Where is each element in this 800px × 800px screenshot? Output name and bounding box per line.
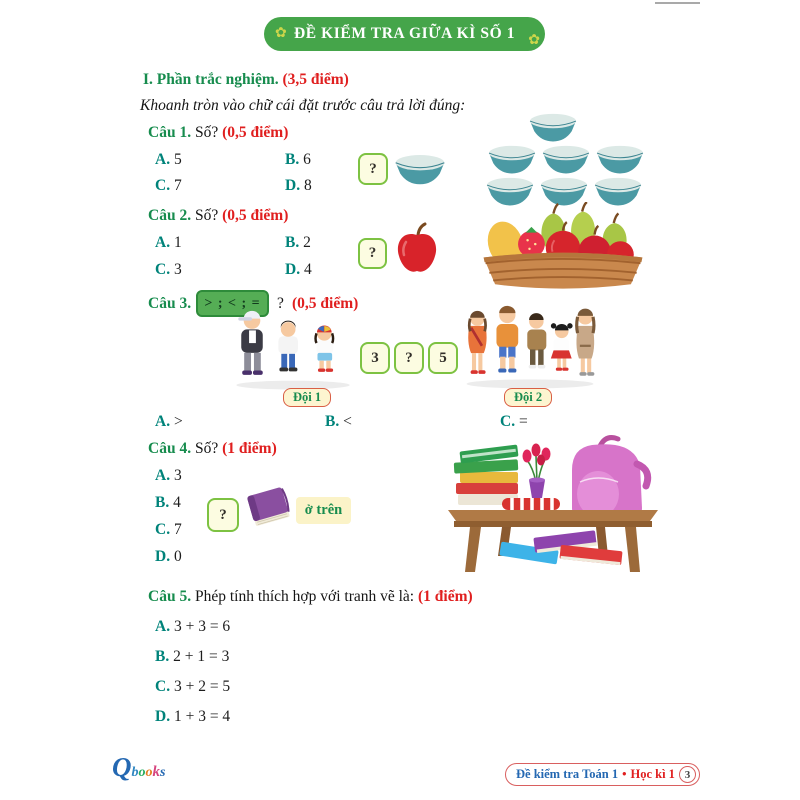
bowl-icon — [594, 142, 646, 176]
q3-option-c: C. = — [500, 413, 528, 430]
bowl-icon — [393, 150, 447, 188]
flower-icon: ✿ — [528, 33, 540, 48]
team1-label: Đội 1 — [283, 388, 331, 407]
team1-kids-illustration — [225, 304, 365, 390]
section-title: I. Phần trắc nghiệm. (3,5 điểm) — [143, 71, 349, 88]
q4-header: Câu 4. Số? (1 điểm) — [148, 440, 277, 457]
team2-label: Đội 2 — [504, 388, 552, 407]
striped-cushion — [502, 498, 560, 510]
q3-compare-right: 5 — [428, 342, 458, 374]
header-banner — [264, 17, 545, 51]
backpack — [572, 438, 648, 519]
apple-icon — [392, 222, 442, 276]
kid — [527, 313, 546, 368]
q5-option-d: D. 1 + 3 = 4 — [155, 708, 231, 725]
q3-option-a: A. > — [155, 413, 183, 430]
q4-option-d: D. 0 — [155, 548, 182, 565]
q1-option-a: A. 5 — [155, 151, 182, 168]
q3-compare-left: 3 — [360, 342, 390, 374]
footer-badge — [505, 763, 700, 786]
flower-vase — [523, 444, 551, 499]
kid — [278, 321, 298, 372]
publisher-logo: Qbooks — [112, 752, 166, 782]
q3-qmark: ? — [277, 295, 284, 312]
q2-option-a: A. 1 — [155, 234, 182, 251]
fruit-basket-illustration — [472, 202, 654, 290]
page-number: 3 — [679, 766, 696, 783]
bowl-icon — [540, 142, 592, 176]
q3-option-b: B. < — [325, 413, 352, 430]
kid — [551, 323, 573, 371]
page-edge-line — [655, 2, 700, 4]
bowl-icon — [527, 110, 579, 144]
q5-option-a: A. 3 + 3 = 6 — [155, 618, 231, 635]
kid — [468, 311, 486, 374]
q4-hint-box: ở trên — [296, 497, 351, 524]
kid — [316, 326, 334, 372]
team2-kids-illustration — [462, 298, 598, 390]
q5-option-c: C. 3 + 2 = 5 — [155, 678, 231, 695]
q3-operator-box: > ; < ; = — [196, 290, 269, 317]
footer-separator-dot: • — [622, 767, 627, 781]
q3-points: (0,5 điểm) — [292, 295, 359, 312]
q4-option-b: B. 4 — [155, 494, 181, 511]
q4-option-c: C. 7 — [155, 521, 182, 538]
footer-booklet-title: Đề kiểm tra Toán 1 — [516, 767, 619, 781]
q4-answer-box: ? — [207, 498, 239, 532]
bowl-icon — [486, 142, 538, 176]
q5-option-b: B. 2 + 1 = 3 — [155, 648, 230, 665]
q2-option-b: B. 2 — [285, 234, 311, 251]
kid — [576, 309, 594, 376]
q1-answer-box: ? — [358, 153, 388, 185]
q2-header: Câu 2. Số? (0,5 điểm) — [148, 207, 289, 224]
book-stack — [454, 445, 519, 505]
q1-header: Câu 1. Số? (0,5 điểm) — [148, 124, 289, 141]
page-title: ĐỀ KIỂM TRA GIỮA KÌ SỐ 1 — [293, 25, 516, 42]
q1-option-d: D. 8 — [285, 177, 312, 194]
footer-semester: Học kì 1 — [630, 767, 675, 781]
q3-compare-middle: ? — [394, 342, 424, 374]
q4-option-a: A. 3 — [155, 467, 182, 484]
q1-option-c: C. 7 — [155, 177, 182, 194]
flower-icon: ✿ — [275, 26, 287, 41]
q5-header: Câu 5. Phép tính thích hợp với tranh vẽ là: (1 điểm) — [148, 588, 473, 605]
book-icon — [243, 485, 295, 533]
instruction-text: Khoanh tròn vào chữ cái đặt trước câu trả lời đúng: — [140, 97, 466, 114]
q1-option-b: B. 6 — [285, 151, 311, 168]
kid — [496, 306, 518, 373]
q2-option-d: D. 4 — [285, 261, 312, 278]
section-points: (3,5 điểm) — [282, 71, 349, 88]
q3-header: Câu 3. — [148, 295, 192, 312]
table-books-illustration — [440, 422, 666, 574]
q2-option-c: C. 3 — [155, 261, 182, 278]
q2-answer-box: ? — [358, 238, 387, 269]
kid — [238, 311, 262, 375]
